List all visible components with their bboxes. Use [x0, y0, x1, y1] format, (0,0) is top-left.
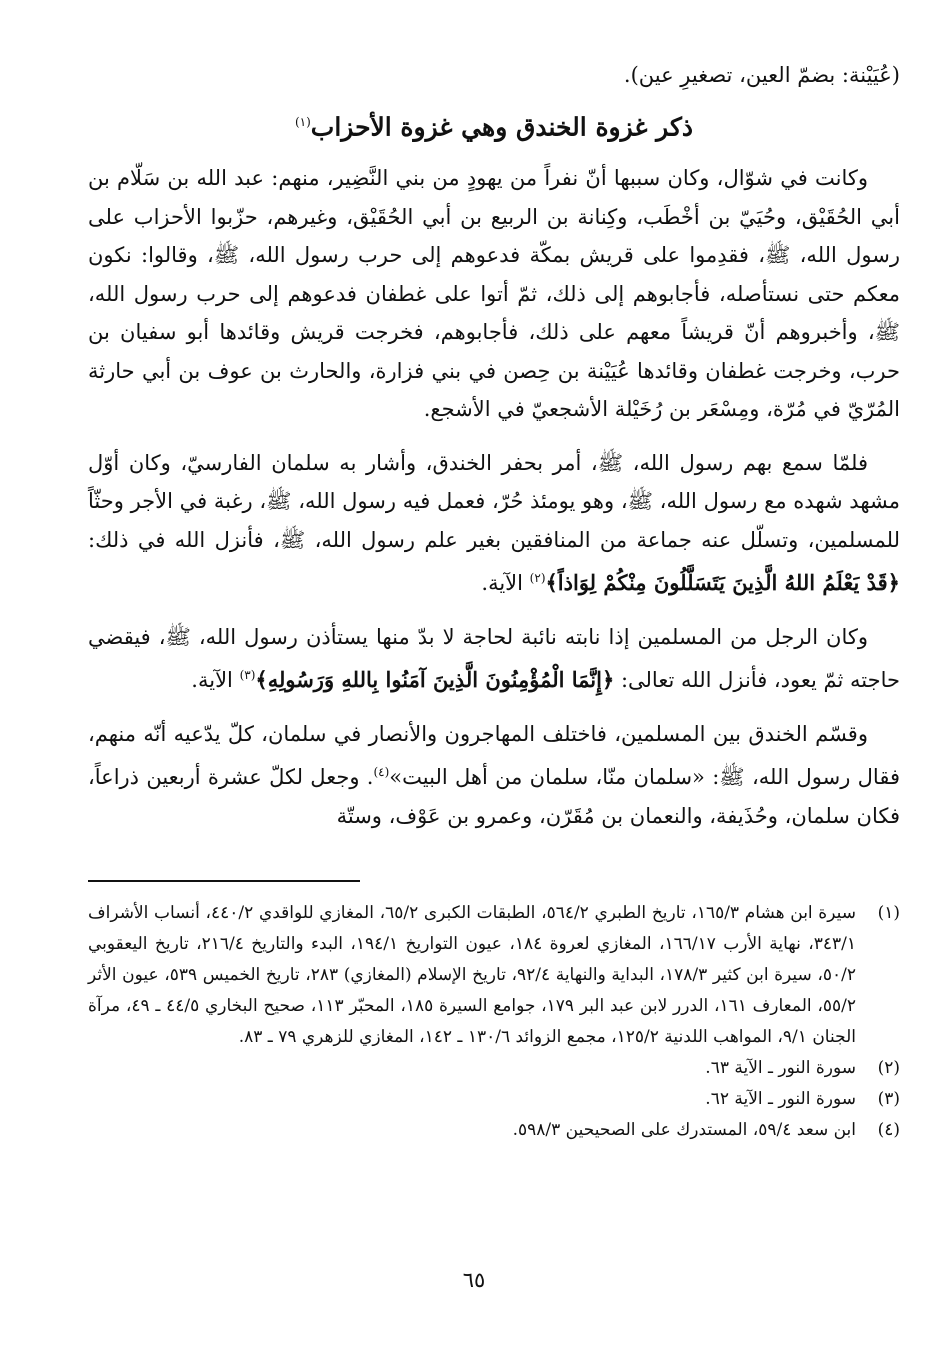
footnote-item: [88, 898, 900, 1053]
paragraph-1: [88, 159, 900, 429]
footnote-item: [88, 1084, 900, 1115]
footnote-text: سورة النور ـ الآية ٦٢.: [705, 1089, 856, 1110]
paragraph-text: وقسّم الخندق بين المسلمين، فاختلف المهاجرون والأنصار في سلمان، كلّ يدّعيه أنّه منهم، فقال رسول الله، ﷺ: «سلمان منّا، سلمان من أهل البيت»: [88, 721, 900, 790]
paragraph-4: [88, 715, 900, 836]
footnote-number: (٤): [877, 1120, 900, 1141]
footnote-number: (١): [877, 903, 900, 924]
footnote-divider: [88, 880, 360, 882]
paragraph-3: [88, 618, 900, 700]
quran-verse: ﴿إِنَّمَا الْمُؤْمِنُونَ الَّذِينَ آمَنُوا بِاللهِ وَرَسُولِهِ﴾: [255, 667, 615, 693]
paragraph-text-tail: الآية.: [481, 571, 530, 596]
heading-title: ذكر غزوة الخندق وهي غزوة الأحزاب: [310, 112, 694, 142]
footnote-number: (٣): [877, 1089, 900, 1110]
paragraph-text: فلمّا سمع بهم رسول الله، ﷺ، أمر بحفر الخندق، وأشار به سلمان الفارسيّ، وكان أوّل مشهد شهده مع رسول الله، ﷺ، وهو يومئذ حُرّ، فعمل فيه رسول الله، ﷺ، رغبة في الأجر وحثّاً للمسلمين، وتسلّل عنه جماعة من المنافقين بغير علم رسول الله، ﷺ، فأنزل الله في ذلك:: [88, 450, 900, 552]
footnote-text: سيرة ابن هشام ١٦٥/٣، تاريخ الطبري ٥٦٤/٢، الطبقات الكبرى ٦٥/٢، المغازي للواقدي ٤٤٠/٢، أنساب الأشراف ٣٤٣/١، نهاية الأرب ١٦٦/١٧، المغازي لعروة ١٨٤، عيون التواريخ ١٩٤/١، البدء والتاريخ ٢١٦/٤، تاريخ اليعقوبي ٥٠/٢، سيرة ابن كثير ١٧٨/٣، البداية والنهاية ٩٢/٤، تاريخ الإسلام (المغازي) ٢٨٣، تاريخ الخميس ٥٣٩، عيون الأثر ٥٥/٢، المعارف ١٦١، الدرر لابن عبد البر ١٧٩، جوامع السيرة ١٨٥، المحبّر ١١٣، صحيح البخاري ٤٤/٥ ـ ٤٩، مرآة الجنان ٩/١، المواهب اللدنية ١٢٥/٢، مجمع الزوائد ١٣٠/٦ ـ ١٤٢، المغازي للزهري ٧٩ ـ ٨٣.: [88, 903, 857, 1048]
footnote-ref[interactable]: (٣): [239, 668, 256, 683]
footnote-ref[interactable]: (٤): [373, 765, 390, 780]
footnote-text: سورة النور ـ الآية ٦٣.: [705, 1058, 856, 1079]
quran-verse: ﴿قَدْ يَعْلَمُ اللهُ الَّذِينَ يَتَسَلَّلُونَ مِنْكُمْ لِوَاذاً﴾: [545, 570, 900, 596]
paragraph-text-tail: . وجعل لكلّ عشرة أربعين ذراعاً، فكان سلمان، وحُذَيفة، والنعمان بن مُقَرّن، وعمرو بن عَوْف، وستّة: [88, 765, 900, 828]
footnote-number: (٢): [877, 1058, 900, 1079]
page-body: [88, 58, 900, 1146]
top-note: (عُيَيْنة: بضمّ العين، تصغيرِ عين).: [623, 63, 900, 87]
heading-footnote-ref[interactable]: (١): [294, 115, 311, 129]
footnote-item: [88, 1053, 900, 1084]
section-heading: [88, 104, 900, 145]
footnote-item: [88, 1115, 900, 1146]
page-number: ٦٥: [462, 1268, 486, 1292]
paragraph-text: وكان الرجل من المسلمين إذا نابته نائبة لحاجة لا بدّ منها يستأذن رسول الله، ﷺ، فيقضي حاجته ثمّ يعود، فأنزل الله تعالى:: [88, 624, 900, 693]
paragraph-2: [88, 444, 900, 603]
paragraph-text-tail: الآية.: [191, 668, 240, 693]
footnotes: [88, 898, 900, 1146]
footnote-text: ابن سعد ٥٩/٤، المستدرك على الصحيحين ٥٩٨/٣.: [512, 1120, 856, 1141]
paragraph-text: وكانت في شوّال، وكان سببها أنّ نفراً من يهودٍ من بني النَّضِير، منهم: عبد الله بن سَلّام بن أبي الحُقَيْق، وحُيَيّ بن أخْطَب، وكِنانة بن الربيع بن أبي الحُقَيْق، وغيرهم، حزّبوا الأحزاب على رسول الله، ﷺ، فقدِموا على قريش بمكّة فدعوهم إلى حرب رسول الله، ﷺ، وقالوا: نكون معكم حتى نستأصله، فأجابوهم إلى ذلك، ثمّ أتوا على غطفان فدعوهم إلى حرب رسول الله، ﷺ، وأخبروهم أنّ قريشاً معهم على ذلك، فأجابوهم، فخرجت قريش وقائدها أبو سفيان بن حرب، وخرجت غطفان وقائدها عُيَيْنة بن حِصن في بني فزارة، والحارث بن عوف بن أبي حارثة المُرّيّ في مُرّة، ومِسْعَر بن رُخَيْلة الأشجعيّ في الأشجع.: [88, 166, 900, 422]
footnote-ref[interactable]: (٢): [529, 571, 546, 586]
footnote-divider-wrap: [88, 850, 900, 898]
